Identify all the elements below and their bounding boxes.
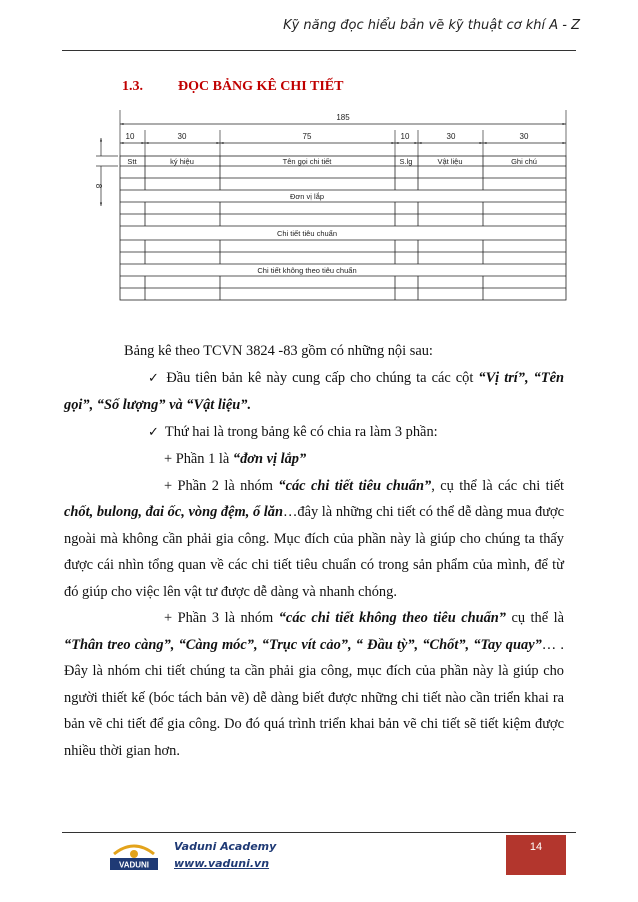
dim-col-1: 10	[125, 132, 135, 141]
part-2-text: + Phần 2 là nhóm	[164, 477, 279, 494]
header-ky-hieu: ký hiệu	[170, 157, 194, 166]
bullet-1-material: “Vật liệu”.	[186, 397, 252, 413]
part-1	[64, 446, 564, 473]
footer-url-link[interactable]: www.vaduni.vn	[174, 857, 270, 870]
intro-paragraph: Bảng kê theo TCVN 3824 -83 gồm có những nội sau:	[124, 343, 433, 359]
part-3-examples: “Thân treo càng”, “Càng móc”, “Trục vít cảo”, “ Đầu tỳ”, “Chốt”, “Tay quay”	[64, 636, 542, 653]
header-ten-goi: Tên gọi chi tiết	[282, 157, 332, 166]
checkmark-icon: ✓	[148, 370, 161, 386]
bullet-2	[64, 419, 564, 447]
body-content	[64, 338, 564, 764]
section-title: ĐỌC BẢNG KÊ CHI TIẾT	[178, 79, 344, 94]
part-2-examples: chốt, bulong, đai ốc, vòng đệm, ổ lăn	[64, 504, 283, 520]
part-3	[64, 605, 564, 764]
group-label-nonstandard: Chi tiết không theo tiêu chuẩn	[257, 266, 357, 275]
part-3-text: + Phần 3 là nhóm	[164, 610, 279, 626]
section-number: 1.3.	[122, 79, 143, 94]
part-1-text: + Phần 1 là	[164, 451, 233, 467]
group-label-assembly: Đơn vị lắp	[289, 192, 325, 201]
bullet-1-and: và	[165, 397, 187, 413]
dim-col-6: 30	[519, 132, 529, 141]
dim-col-3: 75	[302, 132, 312, 141]
dim-col-2: 30	[177, 132, 187, 141]
bullet-2-text: Thứ hai là trong bảng kê có chia ra làm 3 phần:	[164, 423, 438, 440]
vaduni-logo	[110, 842, 158, 876]
footer-text	[174, 838, 276, 872]
header-vat-lieu: Vật liệu	[437, 157, 463, 166]
dim-total: 185	[336, 113, 350, 122]
bullet-1-text: Đầu tiên bản kê này cung cấp cho chúng ta các cột	[166, 369, 479, 386]
footer-divider	[62, 832, 576, 833]
bullet-1	[64, 365, 564, 419]
part-3-rest: … . Đây là nhóm chi tiết chúng ta cần phải gia công, mục đích của phần này là giúp cho người thiết kế (bóc tách bản vẽ) dễ dàng biết được những chi tiết nào cần triển khai ra bản vẽ chi tiết để gia công. Do đó quá trình triển khai bản vẽ chi tiết sẽ tiết kiệm được nhiều thời gian hơn.	[64, 636, 564, 759]
group-label-standard: Chi tiết tiêu chuẩn	[276, 229, 338, 238]
part-3-mid: cụ thể là	[505, 610, 565, 626]
dim-col-5: 30	[446, 132, 456, 141]
logo-text: VADUNI	[118, 860, 150, 870]
header-stt: Stt	[127, 157, 137, 166]
bullet-1-columns: “Vị trí”, “Tên gọi”, “Số lượng”	[64, 369, 564, 413]
part-2-rest: …đây là những chi tiết có thể dễ dàng mua được ngoài mà không cần phải gia công. Mục đích của phần này là giúp cho chúng ta thấy được cái nhìn tổng quan về các chi tiết tiêu chuẩn có trong sản phẩm của mình, để từ đó giúp cho việc lên vật tư được dễ dàng và nhanh chóng.	[64, 504, 565, 600]
footer-org: Vaduni Academy	[174, 840, 277, 853]
checkmark-icon: ✓	[148, 424, 159, 440]
part-3-name: “các chi tiết không theo tiêu chuẩn”	[278, 610, 506, 626]
part-2-name: “các chi tiết tiêu chuẩn”	[278, 477, 432, 494]
dim-row-height: 8	[94, 183, 103, 189]
part-2-mid: , cụ thể là các chi tiết	[431, 477, 564, 494]
page-number: 14	[506, 835, 566, 875]
part-1-name: “đơn vị lắp”	[232, 451, 307, 467]
page-header-title: Kỹ năng đọc hiểu bản vẽ kỹ thuật cơ khí A - Z	[283, 18, 580, 33]
part-2	[64, 473, 564, 606]
parts-list-drawing	[0, 0, 638, 320]
header-ghi-chu: Ghi chú	[511, 157, 537, 166]
header-so-luong: S.lg	[399, 157, 413, 166]
dim-col-4: 10	[400, 132, 410, 141]
